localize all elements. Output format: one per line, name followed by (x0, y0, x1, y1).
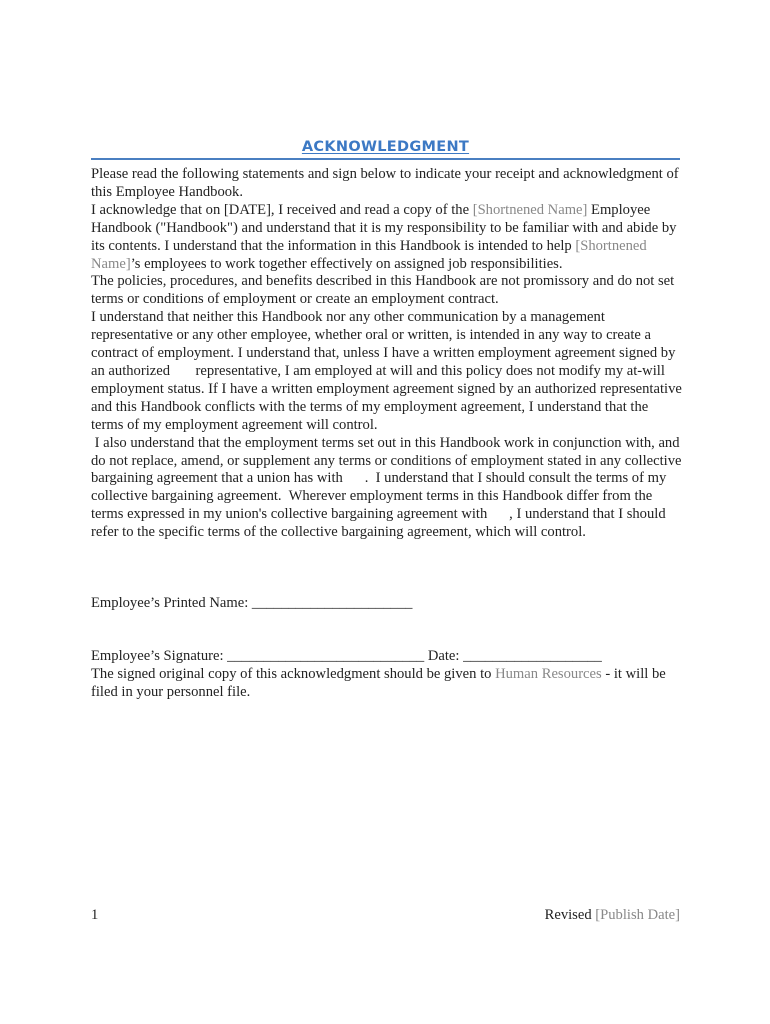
receipt-paragraph (91, 202, 683, 274)
page-title: ACKNOWLEDGMENT (301, 139, 470, 155)
publish-date-placeholder: [Publish Date] (595, 907, 680, 923)
receipt-text-b: Employee Handbook ("Handbook") and understand that it is my responsibility to be familiar with and abide by its contents. I understand that the information in this Handbook is intended to help (91, 201, 677, 254)
revision-footer (545, 906, 680, 924)
union-paragraph: I also understand that the employment terms set out in this Handbook work in conjunction with, and do not replace, amend, or supplement any terms or conditions of employment stated in any collective bargaining agreement that a union has with . I understand that I should consult the terms of my collective bargaining agreement. Wherever employment terms in this Handbook differ from the terms expressed in my union's collective bargaining agreement with , I understand that I should refer to the specific terms of the collective bargaining agreement, which will control. (91, 434, 686, 541)
receipt-text-c: ’s employees to work together effectively on assigned job responsibilities. (130, 255, 563, 272)
company-name-placeholder: [Shortnened Name] (472, 201, 588, 218)
title-rule (91, 136, 680, 160)
page-number: 1 (91, 907, 99, 923)
signature-date-line: Employee’s Signature: ___________________________ Date: ___________________ (91, 648, 602, 664)
receipt-text-a: I acknowledge that on [DATE], I received and read a copy of the (91, 201, 473, 218)
revised-label: Revised (544, 907, 596, 923)
company-name-placeholder-2: [Shortnened Name] (91, 237, 647, 272)
acknowledgment-body (91, 166, 686, 542)
printed-name-line: Employee’s Printed Name: ______________________ (91, 595, 413, 611)
submission-note-a: The signed original copy of this acknowledgment should be given to (91, 666, 496, 682)
submission-note (91, 665, 683, 701)
policies-paragraph: The policies, procedures, and benefits described in this Handbook are not promissory and do not set terms or conditions of employment or create an employment contract. (91, 273, 675, 308)
intro-paragraph: Please read the following statements and sign below to indicate your receipt and acknowledgment of this Employee Handbook. (91, 166, 679, 200)
at-will-paragraph: I understand that neither this Handbook nor any other communication by a management representative or any other employee, whether oral or written, is intended in any way to create a contract of employment. I understand that, unless I have a written employment agreement signed by an authorized representative, I am employed at will and this policy does not modify my at-will employment status. If I have a written employment agreement signed by an authorized representative and this Handbook conflicts with the terms of my employment agreement, I understand that the terms of my employment agreement will control. (91, 309, 686, 433)
submission-note-b: - it will be filed in your personnel file. (91, 666, 666, 700)
hr-placeholder: Human Resources (495, 666, 602, 682)
